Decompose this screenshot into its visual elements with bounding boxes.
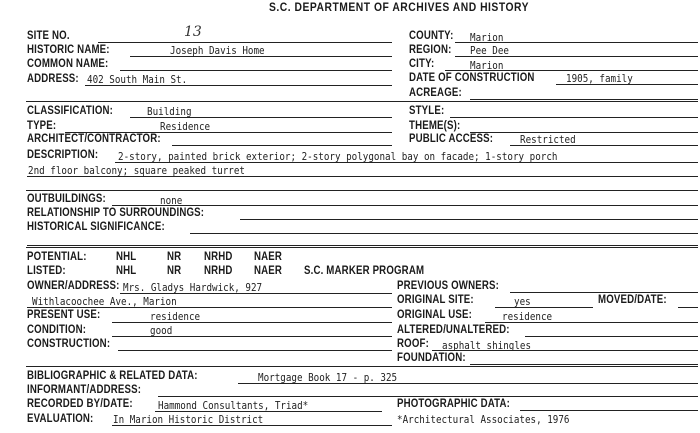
classification-label: CLASSIFICATION: bbox=[27, 105, 114, 117]
roof-value: asphalt shingles bbox=[442, 340, 532, 352]
present-use-value: residence bbox=[150, 311, 201, 323]
informant-label: INFORMANT/ADDRESS: bbox=[27, 384, 142, 396]
address-label: ADDRESS: bbox=[27, 73, 79, 85]
potential-nr: NR bbox=[167, 251, 182, 263]
type-value: Residence bbox=[160, 121, 211, 133]
previous-owners-line1 bbox=[510, 292, 698, 293]
site-no-value: 13 bbox=[184, 24, 202, 40]
relationship-line bbox=[240, 219, 698, 220]
previous-owners-label: PREVIOUS OWNERS: bbox=[397, 280, 499, 292]
section-divider bbox=[26, 247, 698, 248]
date-of-construction-value: 1905, family bbox=[566, 73, 633, 85]
architect-line bbox=[172, 145, 392, 146]
description-underline2 bbox=[27, 176, 698, 177]
condition-label: CONDITION: bbox=[27, 324, 87, 336]
public-access-value: Restricted bbox=[520, 134, 576, 146]
moved-date-line bbox=[678, 307, 698, 308]
original-use-value: residence bbox=[502, 311, 553, 323]
section-divider bbox=[26, 366, 698, 367]
original-site-value: yes bbox=[514, 296, 531, 308]
address-line bbox=[85, 85, 392, 86]
listed-nhl: NHL bbox=[116, 265, 137, 277]
photographic-label: PHOTOGRAPHIC DATA: bbox=[397, 398, 511, 410]
county-line bbox=[455, 42, 698, 43]
description-underline1 bbox=[115, 162, 698, 163]
region-value: Pee Dee bbox=[470, 45, 509, 57]
bibliography-value: Mortgage Book 17 - p. 325 bbox=[258, 372, 398, 384]
listed-nr: NR bbox=[167, 265, 182, 277]
outbuildings-line bbox=[112, 205, 698, 206]
city-line bbox=[445, 70, 698, 71]
historic-name-line bbox=[130, 56, 392, 57]
significance-label: HISTORICAL SIGNIFICANCE: bbox=[27, 221, 165, 233]
foundation-line bbox=[470, 364, 698, 365]
listed-nrhd: NRHD bbox=[204, 265, 233, 277]
owner-label: OWNER/ADDRESS: bbox=[27, 280, 120, 292]
description-label: DESCRIPTION: bbox=[27, 149, 99, 161]
description-line2: 2nd floor balcony; square peaked turret bbox=[28, 165, 245, 177]
altered-label: ALTERED/UNALTERED: bbox=[397, 324, 510, 336]
acreage-line bbox=[470, 99, 698, 100]
condition-value: good bbox=[150, 325, 173, 337]
original-use-line bbox=[485, 322, 698, 323]
recorded-by-label: RECORDED BY/DATE: bbox=[27, 398, 133, 410]
informant-line bbox=[158, 396, 698, 397]
description-line1: 2-story, painted brick exterior; 2-story polygonal bay on facade; 1-story porch bbox=[118, 151, 558, 163]
potential-nrhd: NRHD bbox=[204, 251, 233, 263]
evaluation-note: *Architectural Associates, 1976 bbox=[397, 414, 570, 426]
themes-label: THEME(S): bbox=[409, 120, 461, 132]
county-label: COUNTY: bbox=[409, 30, 454, 42]
owner-underline1 bbox=[120, 293, 392, 294]
condition-line bbox=[112, 336, 392, 337]
architect-label: ARCHITECT/CONTRACTOR: bbox=[27, 133, 161, 145]
site-no-label: SITE NO. bbox=[27, 30, 70, 42]
type-label: TYPE: bbox=[27, 120, 57, 132]
owner-line1: Mrs. Gladys Hardwick, 927 bbox=[123, 282, 263, 294]
region-line bbox=[455, 56, 698, 57]
outbuildings-label: OUTBUILDINGS: bbox=[27, 193, 106, 205]
common-name-line bbox=[120, 70, 392, 71]
acreage-label: ACREAGE: bbox=[409, 87, 462, 99]
outbuildings-value: none bbox=[160, 195, 183, 207]
present-use-line bbox=[112, 322, 392, 323]
potential-nhl: NHL bbox=[116, 251, 137, 263]
historic-name-label: HISTORIC NAME: bbox=[27, 44, 110, 56]
original-site-label: ORIGINAL SITE: bbox=[397, 294, 474, 306]
evaluation-line bbox=[112, 425, 392, 426]
bibliography-line bbox=[238, 383, 698, 384]
classification-line bbox=[130, 117, 392, 118]
classification-value: Building bbox=[147, 106, 192, 118]
public-access-line bbox=[510, 145, 698, 146]
moved-date-label: MOVED/DATE: bbox=[598, 294, 667, 306]
region-label: REGION: bbox=[409, 44, 452, 56]
section-divider bbox=[26, 190, 698, 191]
foundation-label: FOUNDATION: bbox=[397, 352, 466, 364]
roof-label: ROOF: bbox=[397, 338, 429, 350]
listed-label: LISTED: bbox=[27, 265, 66, 277]
potential-label: POTENTIAL: bbox=[27, 251, 87, 263]
style-label: STYLE: bbox=[409, 105, 445, 117]
themes-line bbox=[470, 132, 698, 133]
bibliography-label: BIBLIOGRAPHIC & RELATED DATA: bbox=[27, 370, 198, 382]
original-use-label: ORIGINAL USE: bbox=[397, 309, 473, 321]
construction-line bbox=[118, 350, 392, 351]
common-name-label: COMMON NAME: bbox=[27, 58, 109, 70]
present-use-label: PRESENT USE: bbox=[27, 309, 101, 321]
significance-line1 bbox=[190, 233, 698, 234]
evaluation-value: In Marion Historic District bbox=[113, 414, 264, 426]
roof-line bbox=[432, 350, 698, 351]
style-line bbox=[450, 117, 698, 118]
potential-naer: NAER bbox=[254, 251, 283, 263]
owner-underline2 bbox=[27, 307, 392, 308]
historic-name-value: Joseph Davis Home bbox=[170, 45, 265, 57]
county-value: Marion bbox=[470, 32, 504, 44]
altered-line bbox=[525, 336, 698, 337]
evaluation-label: EVALUATION: bbox=[27, 413, 94, 425]
construction-label: CONSTRUCTION: bbox=[27, 338, 111, 350]
owner-line2: Withlacoochee Ave., Marion bbox=[32, 296, 177, 308]
date-of-construction-label: DATE OF CONSTRUCTION bbox=[409, 72, 535, 84]
original-site-line bbox=[495, 307, 593, 308]
address-value: 402 South Main St. bbox=[87, 74, 188, 86]
recorded-by-line bbox=[155, 411, 382, 412]
public-access-label: PUBLIC ACCESS: bbox=[409, 133, 494, 145]
site-no-line bbox=[98, 42, 392, 43]
photographic-line bbox=[520, 410, 698, 411]
sc-marker-program: S.C. MARKER PROGRAM bbox=[304, 265, 425, 277]
form-title: S.C. DEPARTMENT OF ARCHIVES AND HISTORY bbox=[269, 0, 529, 14]
significance-line2 bbox=[27, 245, 698, 246]
recorded-by-value: Hammond Consultants, Triad* bbox=[158, 400, 309, 412]
relationship-label: RELATIONSHIP TO SURROUNDINGS: bbox=[27, 207, 205, 219]
section-divider bbox=[26, 101, 698, 102]
city-label: CITY: bbox=[409, 58, 435, 70]
city-value: Marion bbox=[470, 60, 504, 72]
date-of-construction-line bbox=[556, 84, 698, 85]
listed-naer: NAER bbox=[254, 265, 283, 277]
